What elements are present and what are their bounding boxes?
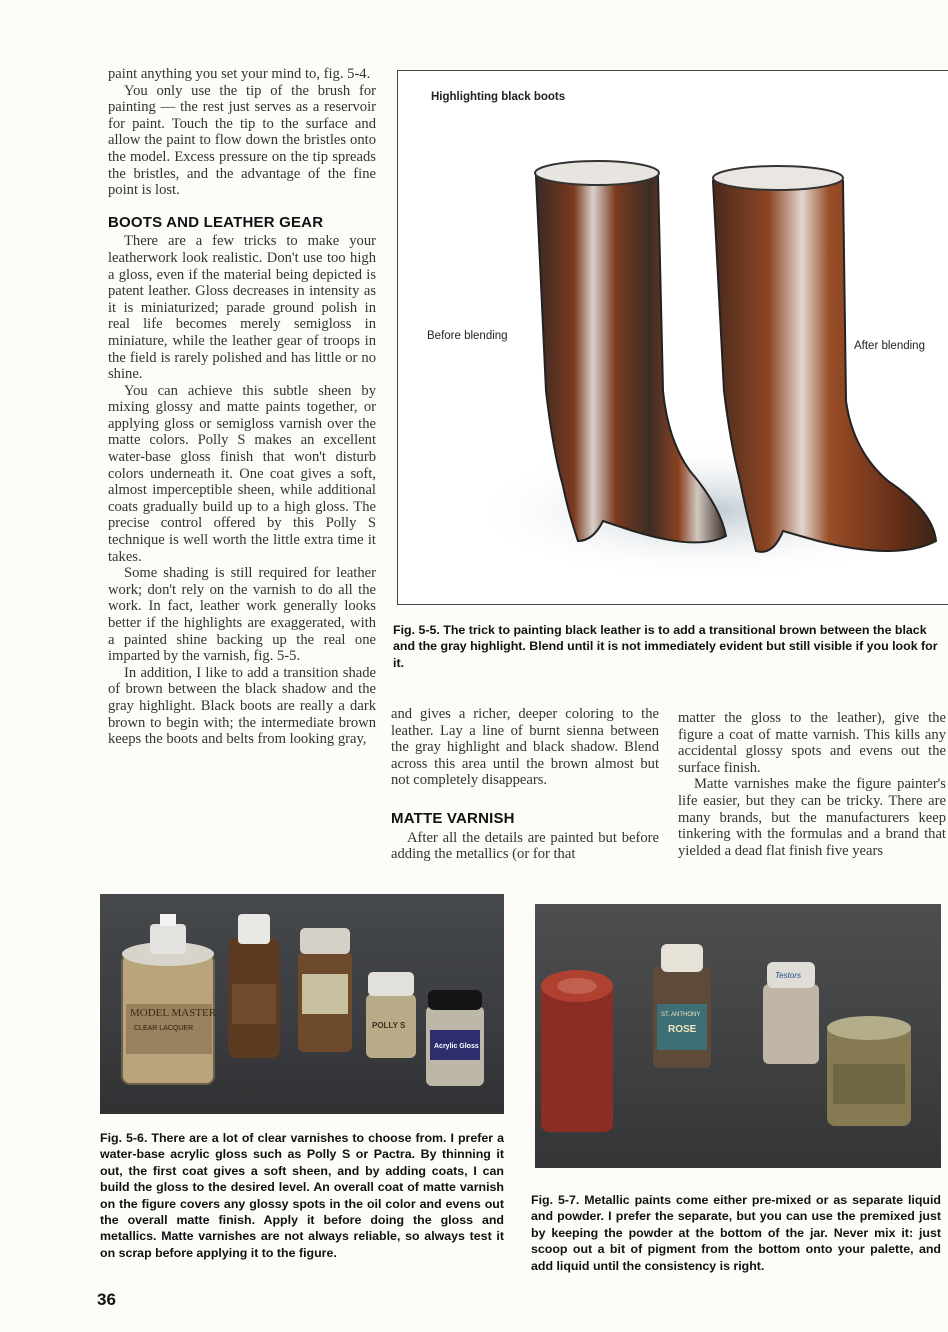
red-lid-jar bbox=[541, 970, 613, 1132]
label-after-blending: After blending bbox=[854, 340, 925, 352]
spray-can bbox=[122, 914, 217, 1084]
caption-text: Fig. 5-5. The trick to painting black leather is to add a transitional brown between the black and the gray highlight. Blend until it is not immediately evident but still visible if you look for it. bbox=[393, 623, 938, 670]
page-number: 36 bbox=[97, 1290, 116, 1309]
boot-after-blending bbox=[713, 166, 936, 552]
rose-jar bbox=[653, 944, 711, 1068]
figure-caption bbox=[100, 1130, 504, 1261]
can-label: MODEL MASTER bbox=[130, 1007, 217, 1019]
can-sublabel: CLEAR LACQUER bbox=[134, 1025, 194, 1032]
varnish-products-illustration bbox=[100, 894, 504, 1114]
acrylic-gloss-jar bbox=[426, 990, 484, 1086]
powder-jar bbox=[827, 1016, 911, 1126]
testors-bottle bbox=[763, 962, 819, 1064]
middle-column bbox=[391, 706, 659, 863]
rose-jar-toplabel: ST. ANTHONY bbox=[661, 1012, 701, 1018]
photo-clear-varnishes bbox=[100, 894, 504, 1114]
paragraph: Some shading is still required for leather work; don't rely on the varnish to do all the work. In fact, leather work generally looks better if the highlights are exaggerated, with a painted shine backing up the real one imparted by the varnish, fig. 5-5. bbox=[108, 565, 376, 665]
figure-title: Highlighting black boots bbox=[431, 91, 566, 103]
section-heading: BOOTS AND LEATHER GEAR bbox=[108, 213, 324, 231]
figure-boots-frame bbox=[397, 70, 948, 605]
testors-label: Testors bbox=[775, 971, 801, 980]
section-heading: MATTE VARNISH bbox=[391, 809, 515, 827]
paragraph: You only use the tip of the brush for painting — the rest just serves as a reservoir for paint. Touch the tip to the surface and allow the paint to flow down the bristles onto the model. Excess pressure on the tip spreads the bristles, and the advantage of the fine point is lost. bbox=[108, 82, 376, 199]
polly-s-jar bbox=[366, 972, 416, 1058]
metallic-paints-illustration bbox=[535, 904, 941, 1168]
figure-caption bbox=[393, 622, 948, 671]
paragraph: and gives a richer, deeper coloring to the leather. Lay a line of burnt sienna between the gray highlight and black shadow. Blend across this area until the brown almost but not completely disappears. bbox=[391, 706, 659, 789]
right-column bbox=[678, 710, 946, 859]
paragraph: Matte varnishes make the figure painter's life easier, but they can be tricky. There are many brands, but the manufacturers keep tinkering with the formulas and a brand that yielded a dead flat finish five years bbox=[678, 776, 946, 859]
paragraph: After all the details are painted but before adding the metallics (or for that bbox=[391, 829, 659, 863]
photo-metallic-paints bbox=[535, 904, 941, 1168]
boot-before-blending bbox=[535, 161, 726, 542]
caption-text: Fig. 5-6. There are a lot of clear varnishes to choose from. I prefer a water-base acrylic gloss such as Polly S or Pactra. By thinning it out, the first coat gives a soft sheen, and by adding coats, I can build the gloss to the desired level. An overall coat of matte varnish on the figure covers any glossy spots in the oil color and evens out the overall matte finish. Apply it before doing the gloss and metallics. Matte varnishes are not always reliable, so always test it on scrap before applying it to the figure. bbox=[100, 1131, 504, 1260]
polly-s-label: POLLY S bbox=[372, 1021, 406, 1030]
paragraph: In addition, I like to add a transition shade of brown between the black shadow and the gray highlight. Black boots are really a dark brown to begin with; the intermediate brown keeps the boots and belts from looking gray, bbox=[108, 664, 376, 748]
left-column bbox=[108, 66, 376, 748]
paragraph: There are a few tricks to make your leatherwork look realistic. Don't use too high a gloss, even if the material being depicted is patent leather. Gloss decreases in intensity as it is miniaturized; parade ground polish in real life becomes merely semigloss in miniature, while the leather gear of troops in the field is rarely polished and has little or no shine. bbox=[108, 233, 376, 383]
paragraph: You can achieve this subtle sheen by mixing glossy and matte paints together, or applying gloss or semigloss varnish over the matte colors. Polly S makes an excellent water-base gloss finish that won't disturb colors underneath it. One coat gives a soft, almost imperceptible sheen, while additional coats gradually build up to a high gloss. The precise control offered by this Polly S technique is well worth the little extra time it takes. bbox=[108, 382, 376, 565]
acrylic-label: Acrylic Gloss bbox=[434, 1043, 479, 1050]
figure-caption bbox=[531, 1192, 941, 1274]
rose-jar-label: ROSE bbox=[668, 1024, 697, 1035]
tall-bottle bbox=[228, 914, 280, 1058]
caption-text: Fig. 5-7. Metallic paints come either pre-mixed or as separate liquid and powder. I prefer the separate, but you can use the premixed just by keeping the powder at the bottom of the jar. Never mix it: just scoop out a bit of pigment from the bottom onto your palette, and add liquid until the consistency is right. bbox=[531, 1193, 941, 1273]
jar bbox=[298, 928, 352, 1052]
paragraph: paint anything you set your mind to, fig. 5-4. bbox=[108, 66, 371, 82]
boots-illustration bbox=[458, 151, 948, 591]
paragraph: matter the gloss to the leather), give the figure a coat of matte varnish. This kills any accidental glossy spots and evens out the surface finish. bbox=[678, 710, 946, 776]
label-before-blending: Before blending bbox=[427, 330, 508, 342]
